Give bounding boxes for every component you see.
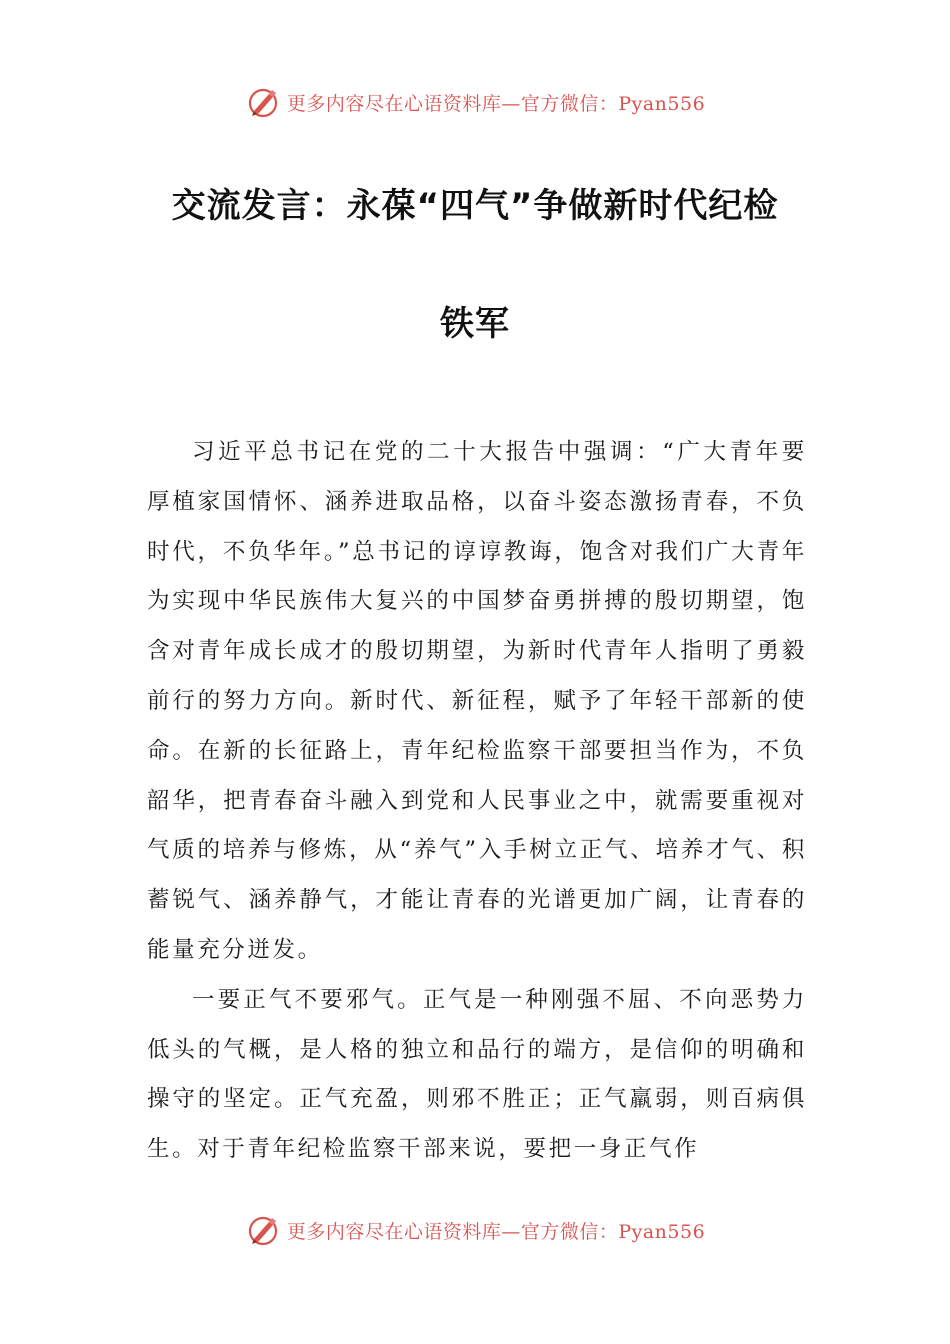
banner-text: 更多内容尽在心语资料库—官方微信：Pyan556 (286, 1220, 706, 1243)
banner-text: 更多内容尽在心语资料库—官方微信：Pyan556 (286, 92, 706, 115)
document-title: 交流发言：永葆“四气”争做新时代纪检 (171, 186, 779, 226)
pen-logo-icon (245, 1212, 281, 1248)
footer-banner (0, 1210, 950, 1250)
wechat-id: Pyan556 (618, 92, 706, 115)
document-body (147, 428, 807, 1175)
header-banner (0, 82, 950, 122)
paragraph: 一要正气不要邪气。正气是一种刚强不屈、不向恶势力低头的气概，是人格的独立和品行的端方，是信仰的明确和操守的坚定。正气充盈，则邪不胜正；正气羸弱，则百病俱生。对于青年纪检监察干部来说，要把一身正气作 (147, 986, 807, 1163)
pen-logo-icon (245, 84, 281, 120)
wechat-id: Pyan556 (618, 1220, 706, 1243)
paragraph: 习近平总书记在党的二十大报告中强调：“广大青年要厚植家国情怀、涵养进取品格，以奋斗姿态激扬青春，不负时代，不负华年。”总书记的谆谆教诲，饱含对我们广大青年为实现中华民族伟大复兴的中国梦奋勇拼搏的殷切期望，饱含对青年成长成才的殷切期望，为新时代青年人指明了勇毅前行的努力方向。新时代、新征程，赋予了年轻干部新的使命。在新的长征路上，青年纪检监察干部要担当作为，不负韶华，把青春奋斗融入到党和人民事业之中，就需要重视对气质的培养与修炼，从“养气”入手树立正气、培养才气、积蓄锐气、涵养静气，才能让青春的光谱更加广阔，让青春的能量充分迸发。 (147, 439, 807, 963)
document-title-continued: 铁军 (440, 304, 510, 344)
